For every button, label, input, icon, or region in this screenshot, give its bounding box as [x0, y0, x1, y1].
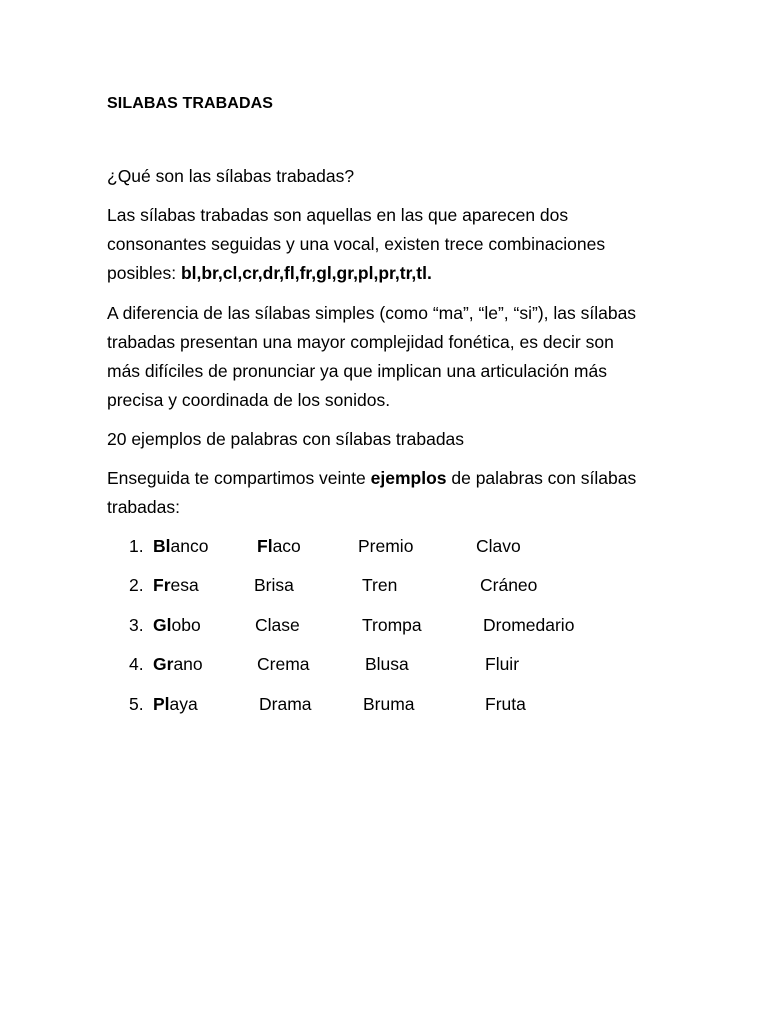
word: Drama — [259, 694, 312, 714]
list-number: 2. — [129, 575, 144, 595]
paragraph-line — [107, 464, 687, 493]
paragraph-line: más difíciles de pronunciar ya que implican una articulación más — [107, 361, 607, 381]
word-syllable: Fl — [257, 536, 273, 556]
paragraph-line: consonantes seguidas y una vocal, existen trece combinaciones — [107, 234, 606, 254]
word — [257, 532, 301, 561]
paragraph-difference — [107, 299, 687, 415]
word-syllable: Fr — [153, 575, 171, 595]
list-number: 4. — [129, 654, 144, 674]
word: Bruma — [363, 694, 415, 714]
word-rest: esa — [170, 575, 199, 595]
word — [153, 571, 199, 600]
examples-subheading: 20 ejemplos de palabras con sílabas trabadas — [107, 429, 465, 449]
paragraph-line: trabadas presentan una mayor complejidad fonética, es decir son — [107, 332, 614, 352]
word: Clase — [255, 615, 300, 635]
word-syllable: Pl — [153, 694, 170, 714]
word — [153, 690, 198, 719]
word: Trompa — [362, 615, 422, 635]
word-syllable: Bl — [153, 536, 171, 556]
word: Fruta — [485, 694, 526, 714]
word-rest: obo — [171, 615, 201, 635]
word — [153, 611, 201, 640]
word: Brisa — [254, 575, 294, 595]
paragraph-line: precisa y coordinada de los sonidos. — [107, 390, 391, 410]
word: Cráneo — [480, 575, 538, 595]
document-title: SILABAS TRABADAS — [107, 95, 274, 112]
list-number: 1. — [129, 536, 144, 556]
word-rest: aya — [169, 694, 198, 714]
combinations-prefix: posibles: — [107, 263, 181, 283]
word-rest: ano — [173, 654, 203, 674]
combinations-list: bl,br,cl,cr,dr,fl,fr,gl,gr,pl,pr,tr,tl. — [180, 263, 432, 283]
word: Clavo — [476, 536, 521, 556]
question-heading: ¿Qué son las sílabas trabadas? — [107, 166, 355, 186]
intro-suffix: de palabras con sílabas — [446, 468, 637, 488]
word: Blusa — [365, 654, 409, 674]
paragraph-line: Las sílabas trabadas son aquellas en las que aparecen dos — [107, 205, 569, 225]
word: Fluir — [485, 654, 520, 674]
word-syllable: Gr — [153, 654, 174, 674]
paragraph-line: A diferencia de las sílabas simples (como “ma”, “le”, “si”), las sílabas — [107, 303, 637, 323]
paragraph-intro — [107, 464, 687, 522]
word-rest: aco — [272, 536, 301, 556]
intro-prefix: Enseguida te compartimos veinte — [107, 468, 371, 488]
list-number: 3. — [129, 615, 144, 635]
word — [153, 532, 208, 561]
paragraph-line: trabadas: — [107, 497, 180, 517]
paragraph-line — [107, 259, 687, 288]
word-syllable: Gl — [153, 615, 172, 635]
word: Dromedario — [483, 615, 575, 635]
word: Tren — [362, 575, 398, 595]
word-rest: anco — [170, 536, 209, 556]
word: Premio — [358, 536, 414, 556]
paragraph-definition — [107, 201, 687, 288]
word — [153, 650, 203, 679]
word: Crema — [257, 654, 310, 674]
list-number: 5. — [129, 694, 144, 714]
intro-bold-word: ejemplos — [370, 468, 447, 488]
